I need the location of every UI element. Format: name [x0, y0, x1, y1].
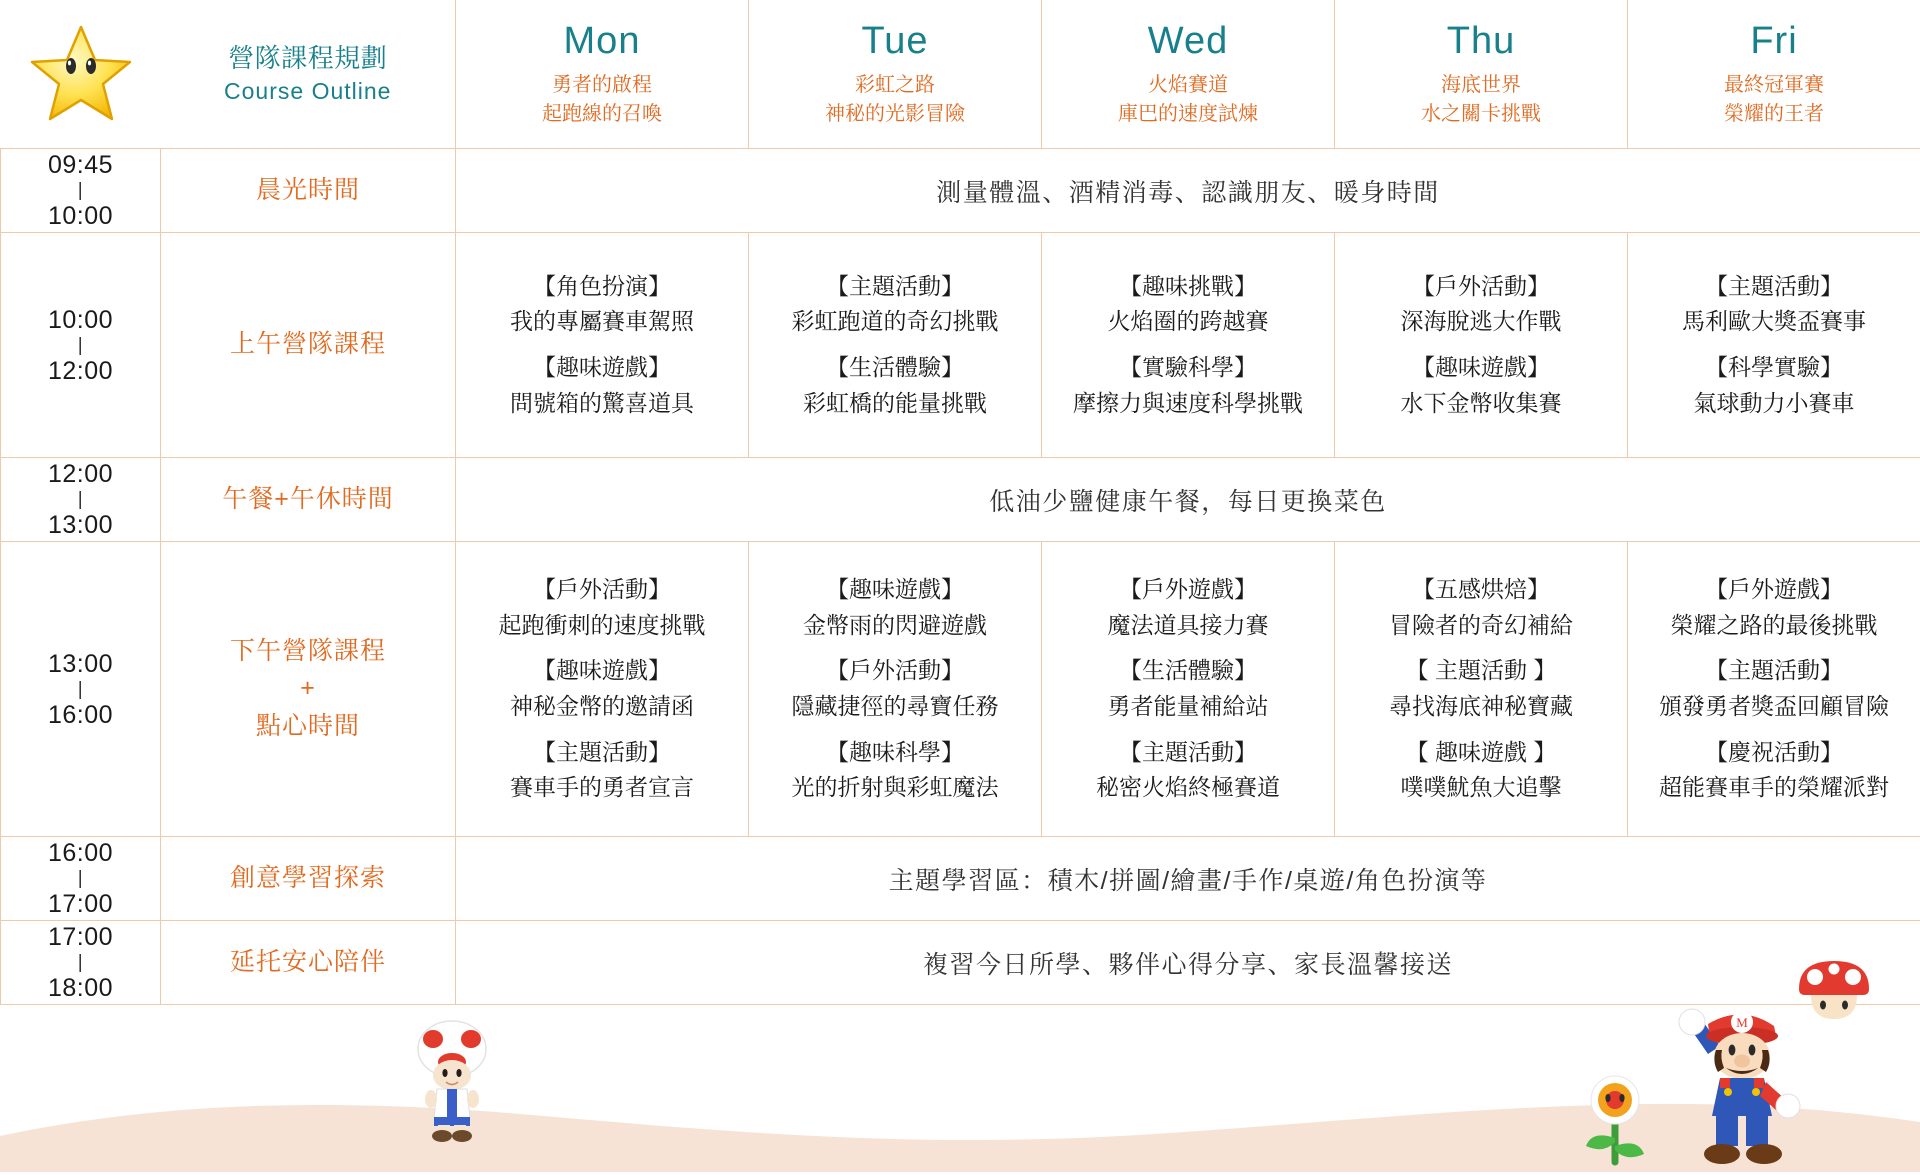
- day-subtitle-2: 庫巴的速度試煉: [1042, 100, 1334, 129]
- course-category: 【實驗科學】: [1042, 350, 1334, 386]
- course-category: 【趣味遊戲】: [456, 653, 748, 689]
- section-label: 上午營隊課程: [161, 233, 456, 458]
- day-subtitle-1: 海底世界: [1335, 71, 1627, 100]
- course-category: 【戶外活動】: [456, 572, 748, 608]
- course-block: [1042, 735, 1334, 806]
- outline-title-cell: [161, 0, 456, 149]
- section-label-line-1: 下午營隊課程: [161, 633, 455, 671]
- band-content: 複習今日所學、夥伴心得分享、家長溫馨接送: [456, 921, 1920, 1005]
- course-category: 【五感烘焙】: [1335, 572, 1627, 608]
- time-start: 09:45: [1, 149, 160, 181]
- course-name: 秘密火焰終極賽道: [1042, 770, 1334, 806]
- course-block: [1335, 350, 1627, 421]
- time-start: 17:00: [1, 921, 160, 953]
- course-name: 水下金幣收集賽: [1335, 386, 1627, 422]
- schedule-row-creative-learning: [1, 837, 1920, 921]
- course-block: [456, 653, 748, 724]
- band-content: 低油少鹽健康午餐，每日更換菜色: [456, 458, 1920, 542]
- time-end: 18:00: [1, 972, 160, 1004]
- course-name: 彩虹跑道的奇幻挑戰: [749, 304, 1041, 340]
- time-start: 16:00: [1, 837, 160, 869]
- course-block: [1042, 653, 1334, 724]
- time-dash: |: [1, 181, 160, 200]
- course-category: 【戶外活動】: [1335, 269, 1627, 305]
- course-block: [749, 653, 1041, 724]
- time-start: 12:00: [1, 458, 160, 490]
- course-block: [1628, 269, 1920, 340]
- day-header-fri: [1628, 0, 1920, 149]
- course-block: [1628, 572, 1920, 643]
- course-category: 【生活體驗】: [749, 350, 1041, 386]
- course-name: 神秘金幣的邀請函: [456, 689, 748, 725]
- outline-title-zh: 營隊課程規劃: [161, 41, 456, 76]
- course-name: 起跑衝刺的速度挑戰: [456, 608, 748, 644]
- course-name: 噗噗魷魚大追擊: [1335, 770, 1627, 806]
- schedule-row-afternoon-courses: [1, 542, 1920, 837]
- course-category: 【趣味遊戲】: [1335, 350, 1627, 386]
- course-block: [456, 350, 748, 421]
- course-block: [1335, 269, 1627, 340]
- course-name: 光的折射與彩虹魔法: [749, 770, 1041, 806]
- time-cell: [1, 921, 161, 1005]
- course-name: 氣球動力小賽車: [1628, 386, 1920, 422]
- course-block: [1335, 653, 1627, 724]
- course-block: [1335, 572, 1627, 643]
- course-block: [1042, 350, 1334, 421]
- day-header-mon: [456, 0, 749, 149]
- time-end: 13:00: [1, 509, 160, 541]
- time-cell: [1, 837, 161, 921]
- course-category: 【趣味挑戰】: [1042, 269, 1334, 305]
- outline-title-en: Course Outline: [161, 76, 456, 107]
- band-content: 測量體溫、酒精消毒、認識朋友、暖身時間: [456, 149, 1920, 233]
- star-cell: [1, 0, 161, 149]
- course-block: [1628, 350, 1920, 421]
- toad-character: [415, 1015, 489, 1148]
- course-name: 榮耀之路的最後挑戰: [1628, 608, 1920, 644]
- course-category: 【生活體驗】: [1042, 653, 1334, 689]
- course-cell-mon: [456, 233, 749, 458]
- time-dash: |: [1, 869, 160, 888]
- course-category: 【戶外遊戲】: [1628, 572, 1920, 608]
- day-name: Wed: [1042, 20, 1334, 63]
- course-category: 【慶祝活動】: [1628, 735, 1920, 771]
- course-category: 【主題活動】: [1628, 653, 1920, 689]
- section-label: 延托安心陪伴: [161, 921, 456, 1005]
- band-content: 主題學習區：積木/拼圖/繪畫/手作/桌遊/角色扮演等: [456, 837, 1920, 921]
- course-cell-wed: [1042, 233, 1335, 458]
- time-cell: [1, 233, 161, 458]
- day-header-wed: [1042, 0, 1335, 149]
- course-block: [1628, 653, 1920, 724]
- time-dash: |: [1, 680, 160, 699]
- course-cell-tue: [749, 542, 1042, 837]
- mushroom-item: [1795, 955, 1873, 1030]
- schedule-row-lunch: [1, 458, 1920, 542]
- course-name: 問號箱的驚喜道具: [456, 386, 748, 422]
- course-name: 金幣雨的閃避遊戲: [749, 608, 1041, 644]
- course-name: 勇者能量補給站: [1042, 689, 1334, 725]
- course-block: [1042, 269, 1334, 340]
- schedule-row-extended-care: [1, 921, 1920, 1005]
- fire-flower-item: [1578, 1068, 1652, 1173]
- time-dash: |: [1, 336, 160, 355]
- time-end: 12:00: [1, 355, 160, 387]
- section-label: 創意學習探索: [161, 837, 456, 921]
- course-cell-mon: [456, 542, 749, 837]
- day-subtitle-2: 起跑線的召喚: [456, 100, 748, 129]
- course-cell-thu: [1335, 542, 1628, 837]
- course-block: [456, 269, 748, 340]
- day-subtitle-1: 彩虹之路: [749, 71, 1041, 100]
- time-start: 10:00: [1, 304, 160, 336]
- course-name: 彩虹橋的能量挑戰: [749, 386, 1041, 422]
- course-block: [749, 572, 1041, 643]
- time-dash: |: [1, 490, 160, 509]
- schedule-row-morning-courses: [1, 233, 1920, 458]
- course-category: 【戶外遊戲】: [1042, 572, 1334, 608]
- course-name: 頒發勇者獎盃回顧冒險: [1628, 689, 1920, 725]
- star-icon: [29, 22, 133, 126]
- day-header-thu: [1335, 0, 1628, 149]
- time-start: 13:00: [1, 648, 160, 680]
- table-header-row: [1, 0, 1920, 149]
- day-subtitle-1: 火焰賽道: [1042, 71, 1334, 100]
- course-category: 【主題活動】: [1042, 735, 1334, 771]
- day-subtitle-2: 水之關卡挑戰: [1335, 100, 1627, 129]
- day-subtitle-2: 神秘的光影冒險: [749, 100, 1041, 129]
- course-block: [456, 572, 748, 643]
- course-cell-thu: [1335, 233, 1628, 458]
- time-end: 16:00: [1, 699, 160, 731]
- course-name: 火焰圈的跨越賽: [1042, 304, 1334, 340]
- course-category: 【趣味遊戲】: [456, 350, 748, 386]
- time-end: 17:00: [1, 888, 160, 920]
- schedule-row-morning-light: [1, 149, 1920, 233]
- course-name: 我的專屬賽車駕照: [456, 304, 748, 340]
- course-category: 【 主題活動 】: [1335, 653, 1627, 689]
- day-name: Fri: [1628, 20, 1920, 63]
- section-label: 晨光時間: [161, 149, 456, 233]
- course-block: [749, 269, 1041, 340]
- course-category: 【主題活動】: [749, 269, 1041, 305]
- course-category: 【角色扮演】: [456, 269, 748, 305]
- day-subtitle-2: 榮耀的王者: [1628, 100, 1920, 129]
- day-name: Thu: [1335, 20, 1627, 63]
- course-name: 賽車手的勇者宣言: [456, 770, 748, 806]
- course-category: 【 趣味遊戲 】: [1335, 735, 1627, 771]
- course-cell-wed: [1042, 542, 1335, 837]
- section-label-line-2: +: [161, 670, 455, 708]
- course-category: 【主題活動】: [456, 735, 748, 771]
- course-category: 【主題活動】: [1628, 269, 1920, 305]
- course-name: 尋找海底神秘寶藏: [1335, 689, 1627, 725]
- day-subtitle-1: 勇者的啟程: [456, 71, 748, 100]
- course-name: 冒險者的奇幻補給: [1335, 608, 1627, 644]
- course-name: 深海脫逃大作戰: [1335, 304, 1627, 340]
- course-name: 超能賽車手的榮耀派對: [1628, 770, 1920, 806]
- course-block: [749, 735, 1041, 806]
- time-end: 10:00: [1, 200, 160, 232]
- svg-text:M: M: [1736, 1015, 1748, 1030]
- time-cell: [1, 149, 161, 233]
- course-block: [749, 350, 1041, 421]
- course-cell-fri: [1628, 542, 1920, 837]
- course-name: 隱藏捷徑的尋寶任務: [749, 689, 1041, 725]
- course-cell-fri: [1628, 233, 1920, 458]
- day-subtitle-1: 最終冠軍賽: [1628, 71, 1920, 100]
- course-name: 魔法道具接力賽: [1042, 608, 1334, 644]
- day-name: Tue: [749, 20, 1041, 63]
- course-block: [456, 735, 748, 806]
- time-dash: |: [1, 953, 160, 972]
- day-header-tue: [749, 0, 1042, 149]
- course-block: [1042, 572, 1334, 643]
- day-name: Mon: [456, 20, 748, 63]
- course-category: 【趣味遊戲】: [749, 572, 1041, 608]
- section-label: [161, 542, 456, 837]
- course-block: [1335, 735, 1627, 806]
- course-name: 摩擦力與速度科學挑戰: [1042, 386, 1334, 422]
- course-category: 【趣味科學】: [749, 735, 1041, 771]
- course-category: 【戶外活動】: [749, 653, 1041, 689]
- course-block: [1628, 735, 1920, 806]
- time-cell: [1, 458, 161, 542]
- section-label: 午餐+午休時間: [161, 458, 456, 542]
- course-cell-tue: [749, 233, 1042, 458]
- course-name: 馬利歐大獎盃賽事: [1628, 304, 1920, 340]
- section-label-line-3: 點心時間: [161, 708, 455, 746]
- time-cell: [1, 542, 161, 837]
- course-category: 【科學實驗】: [1628, 350, 1920, 386]
